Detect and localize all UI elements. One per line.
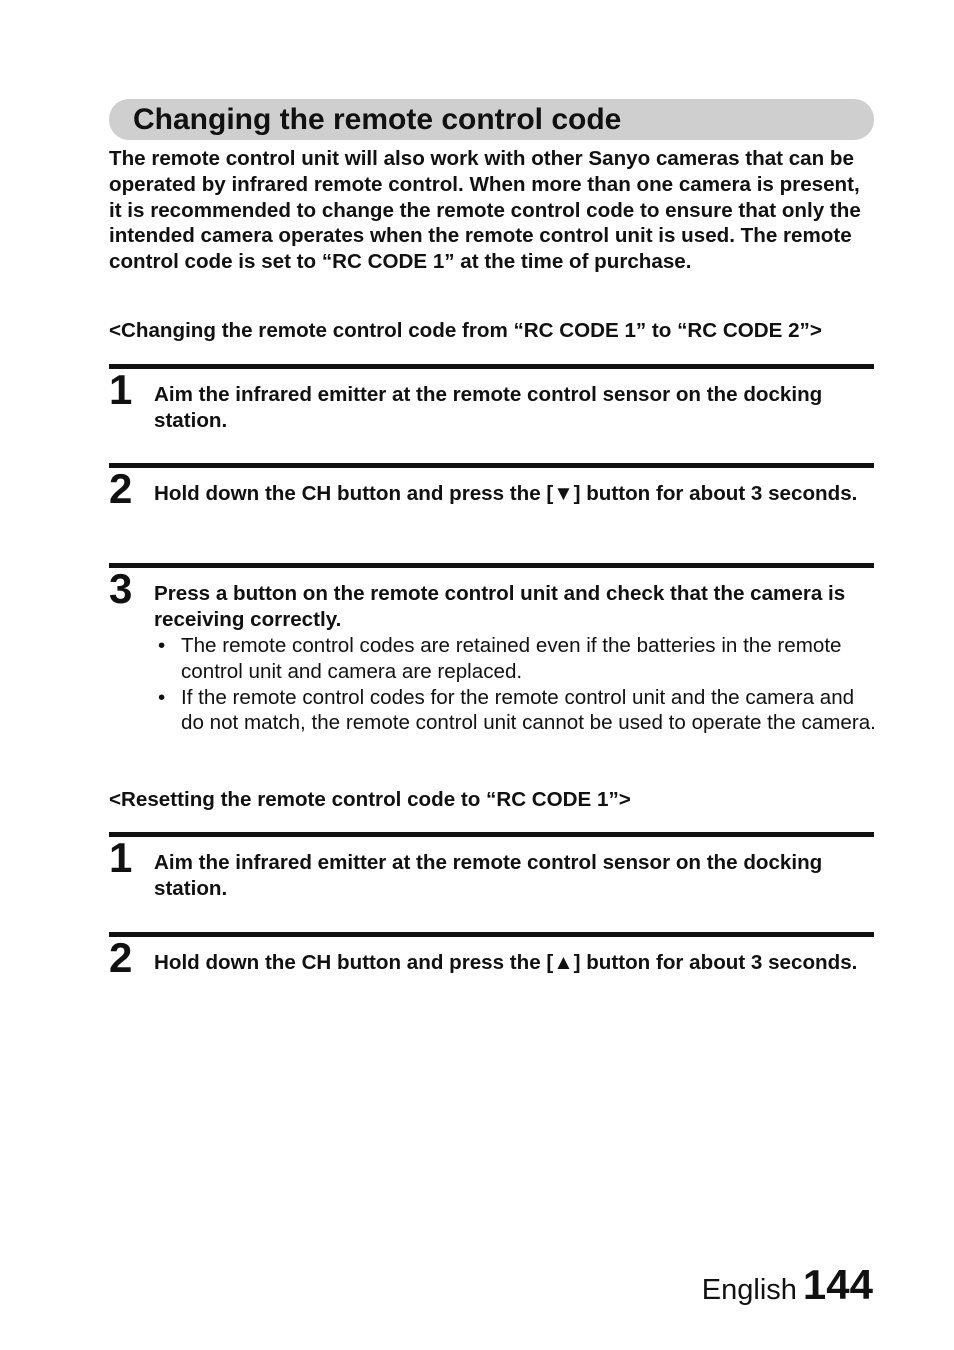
step-change-3 <box>109 563 876 735</box>
step-instruction: Aim the infrared emitter at the remote control sensor on the docking station. <box>154 851 823 900</box>
note-text: If the remote control codes for the remote control unit and the camera and do not match, the remote control unit cannot be used to operate the camera. <box>181 685 876 735</box>
step-reset-2 <box>109 932 874 981</box>
step-notes <box>154 633 876 736</box>
step-number: 1 <box>109 834 133 881</box>
procedure-reset-title: <Resetting the remote control code to “RC CODE 1”> <box>109 788 631 811</box>
section-heading: Changing the remote control code <box>109 99 874 140</box>
note-item <box>154 685 876 737</box>
step-instruction: Press a button on the remote control unit and check that the camera is receiving correctly. <box>154 582 846 631</box>
step-divider <box>109 932 874 937</box>
step-divider <box>109 832 874 837</box>
intro-paragraph: The remote control unit will also work with other Sanyo cameras that can be operated by infrared remote control. When more than one camera is present, it is recommended to change the remote control code to ensure that only the intended camera operates when the remote control unit is used. The remote control code is set to “RC CODE 1” at the time of purchase. <box>109 147 861 274</box>
step-change-1 <box>109 364 874 432</box>
step-number: 1 <box>109 366 133 413</box>
step-number: 2 <box>109 934 133 981</box>
note-text: The remote control codes are retained even if the batteries in the remote control unit and camera are replaced. <box>181 634 842 683</box>
step-instruction: Aim the infrared emitter at the remote control sensor on the docking station. <box>154 383 823 432</box>
bullet-icon: • <box>158 634 166 657</box>
procedure-change-title: <Changing the remote control code from “RC CODE 1” to “RC CODE 2”> <box>109 319 822 342</box>
footer-language: English <box>701 1274 797 1306</box>
page-number: 144 <box>802 1261 873 1308</box>
step-number: 2 <box>109 465 133 512</box>
step-divider <box>109 463 874 468</box>
page-footer <box>702 1261 873 1309</box>
bullet-icon: • <box>158 685 166 709</box>
step-divider <box>109 563 874 568</box>
note-item <box>154 633 876 685</box>
step-reset-1 <box>109 832 874 900</box>
step-change-2 <box>109 463 874 512</box>
step-number: 3 <box>109 565 133 612</box>
step-divider <box>109 364 874 369</box>
step-instruction: Hold down the CH button and press the [▼] button for about 3 seconds. <box>154 482 858 505</box>
step-instruction: Hold down the CH button and press the [▲] button for about 3 seconds. <box>154 951 858 974</box>
